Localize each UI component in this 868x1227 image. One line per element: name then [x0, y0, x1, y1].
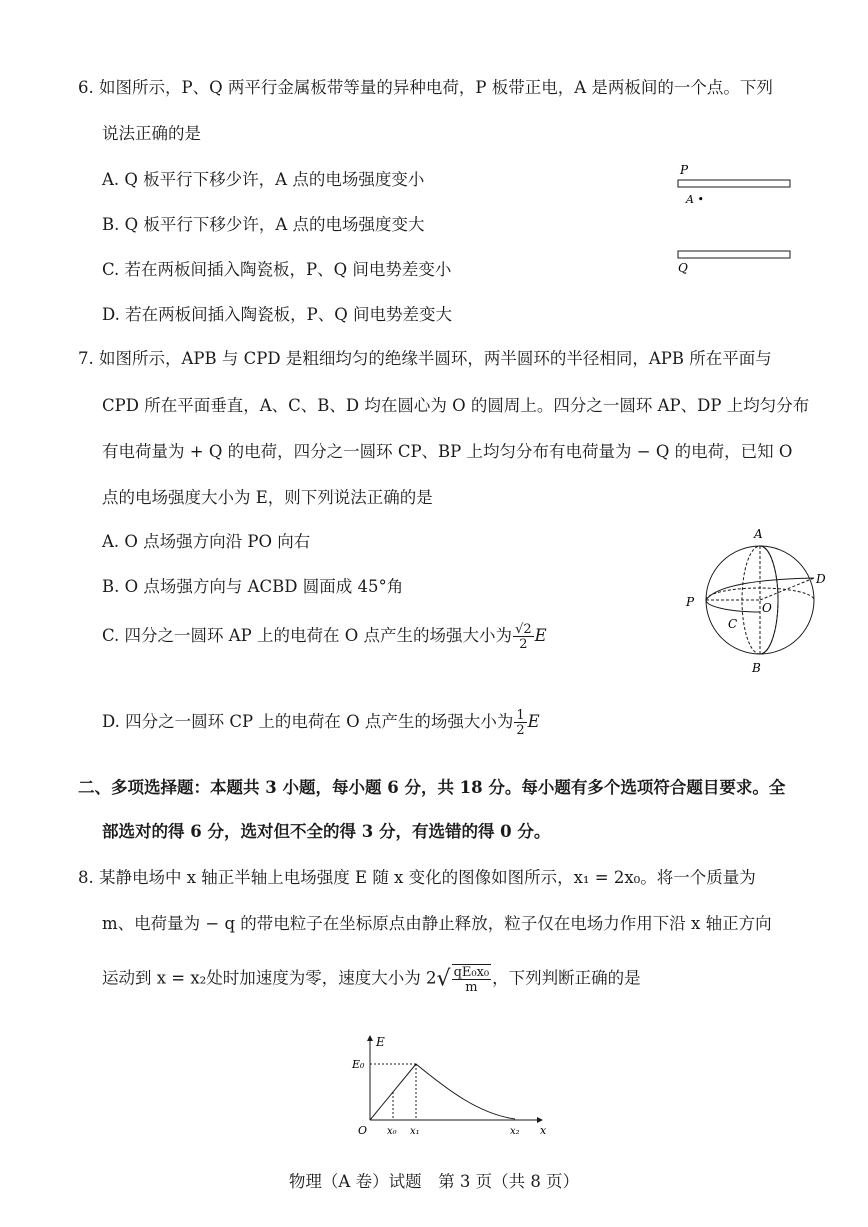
section2-heading-line1: 二、多项选择题：本题共 3 小题，每小题 6 分，共 18 分。每小题有多个选项符合题目要求。全	[78, 778, 786, 797]
q8-label-x0: x₀	[387, 1126, 397, 1137]
q8-sqrt-sign: √	[436, 966, 451, 992]
q7-option-c-tail: E	[534, 626, 547, 645]
q6-label-a: A •	[686, 193, 704, 206]
q7-option-a: A. O 点场强方向沿 PO 向右	[102, 532, 311, 551]
q7-label-c: C	[728, 617, 738, 631]
q7-label-p: P	[686, 595, 695, 609]
q7-stem-line4: 点的电场强度大小为 E，则下列说法正确的是	[102, 488, 433, 507]
q6-label-p: P	[680, 163, 689, 177]
q8-label-x: x	[540, 1124, 547, 1137]
q7-option-d-denominator: 2	[516, 722, 525, 738]
q6-stem-line1: 6. 如图所示，P、Q 两平行金属板带等量的异种电荷，P 板带正电，A 是两板间的一个点。下列	[78, 78, 773, 97]
q7-option-b: B. O 点场强方向与 ACBD 圆面成 45°角	[102, 577, 404, 596]
page-footer: 物理（A 卷）试题 第 3 页（共 8 页）	[288, 1172, 580, 1191]
q7-label-o: O	[762, 601, 772, 615]
q8-sqrt-numerator: qE₀x₀	[453, 965, 490, 980]
q7-sphere-figure	[680, 520, 826, 680]
q8-line1: 8. 某静电场中 x 轴正半轴上电场强度 E 随 x 变化的图像如图所示，x₁ = 2x₀。将一个质量为	[78, 868, 756, 887]
q7-stem-line2: CPD 所在平面垂直，A、C、B、D 均在圆心为 O 的圆周上。四分之一圆环 AP、DP 上均匀分布	[102, 396, 810, 415]
q6-stem-line2: 说法正确的是	[102, 124, 201, 143]
q8-e-x-graph	[340, 1030, 560, 1145]
q6-plate-q	[678, 251, 790, 258]
q8-sqrt-fraction	[452, 964, 492, 994]
q7-option-c-fraction	[513, 623, 534, 651]
q6-option-a: A. Q 板平行下移少许，A 点的电场强度变小	[102, 170, 425, 189]
q8-line2: m、电荷量为 − q 的带电粒子在坐标原点由静止释放，粒子仅在电场力作用下沿 x 轴正方向	[102, 914, 772, 933]
q6-option-d: D. 若在两板间插入陶瓷板，P、Q 间电势差变大	[102, 305, 453, 324]
q8-label-x2: x₂	[510, 1126, 520, 1137]
q8-label-e0: E₀	[352, 1058, 365, 1071]
q7-option-d	[102, 708, 540, 737]
q6-capacitor-figure	[670, 158, 800, 278]
q8-label-x1: x₁	[410, 1126, 420, 1137]
q7-label-b: B	[752, 661, 761, 675]
q6-option-b: B. Q 板平行下移少许，A 点的电场强度变大	[102, 215, 425, 234]
q8-line3-tail: ，下列判断正确的是	[492, 968, 641, 988]
q8-sqrt-denominator: m	[465, 980, 478, 995]
q7-line-od	[760, 578, 814, 600]
q7-option-d-tail: E	[527, 712, 540, 731]
section2-heading-line2: 部选对的得 6 分，选对但不全的得 3 分，有选错的得 0 分。	[102, 822, 551, 841]
q6-option-c: C. 若在两板间插入陶瓷板，P、Q 间电势差变小	[102, 260, 452, 279]
q8-line3	[102, 964, 641, 994]
q7-option-c-text: C. 四分之一圆环 AP 上的电荷在 O 点产生的场强大小为	[102, 626, 513, 645]
q7-option-c-denominator: 2	[519, 636, 528, 652]
q7-option-d-numerator: 1	[516, 707, 525, 723]
q6-label-q: Q	[678, 261, 688, 275]
q7-option-d-text: D. 四分之一圆环 CP 上的电荷在 O 点产生的场强大小为	[102, 712, 514, 731]
q7-semi-ring-apb	[760, 546, 778, 654]
q7-stem-line3: 有电荷量为 + Q 的电荷，四分之一圆环 CP、BP 上均匀分布有电荷量为 − Q 的电荷，已知 O	[102, 442, 793, 461]
q6-plate-p	[678, 180, 790, 187]
q7-option-c-numerator: √2	[515, 621, 532, 637]
q8-curve	[370, 1064, 515, 1120]
q7-label-d: D	[816, 572, 826, 586]
q7-arc-pc	[706, 600, 760, 612]
q7-label-a: A	[754, 527, 763, 541]
q8-label-e: E	[376, 1035, 385, 1049]
q8-line3-text: 运动到 x = x₂处时加速度为零，速度大小为 2	[102, 968, 437, 988]
q7-option-c	[102, 622, 547, 651]
q7-stem-line1: 7. 如图所示，APB 与 CPD 是粗细均匀的绝缘半圆环，两半圆环的半径相同，APB 所在平面与	[78, 349, 772, 368]
q7-option-d-fraction	[514, 709, 526, 737]
q8-label-o: O	[358, 1124, 368, 1137]
